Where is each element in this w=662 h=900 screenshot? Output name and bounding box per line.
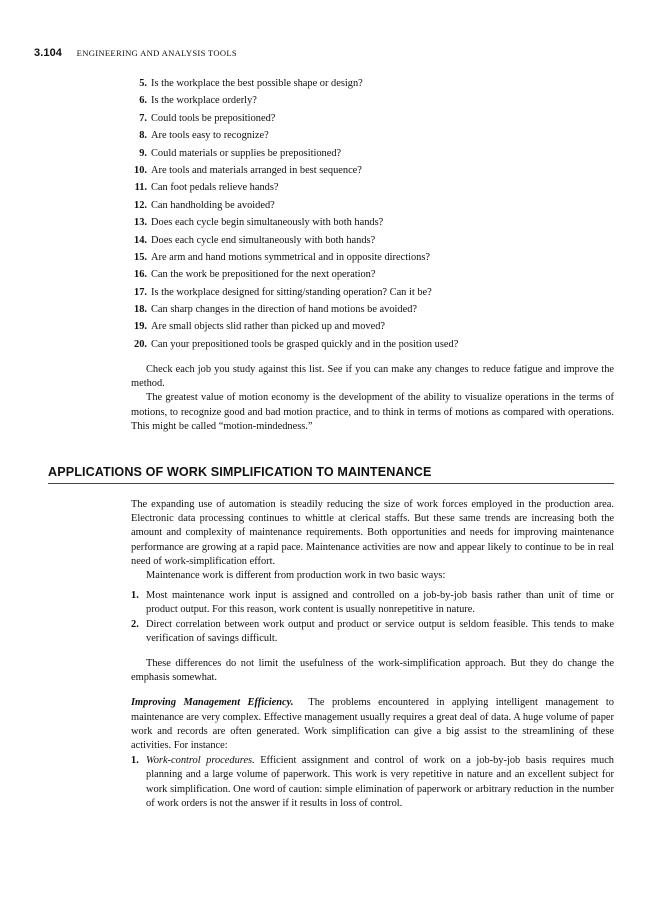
list-item (126, 251, 616, 268)
item-number: 17. (134, 286, 147, 298)
page-number: 3.104 (34, 47, 63, 59)
list-item (126, 338, 616, 355)
subheading: Improving Management Efficiency. (131, 697, 294, 709)
item-number: 15. (134, 251, 147, 263)
item-number: 13. (134, 217, 147, 229)
item-number: 10. (134, 164, 147, 176)
item-number: 1. (131, 590, 139, 602)
paragraph: The greatest value of motion economy is the development of the ability to visualize operations in the terms of motions, to recognize good and bad motion practice, and to think in terms of motions as compared with operations. This might be called “motion-mindedness.” (131, 392, 614, 432)
item-text: Are arm and hand motions symmetrical and in opposite directions? (151, 251, 431, 263)
list-item (131, 618, 614, 646)
list-item (126, 147, 616, 164)
list-item (131, 754, 614, 811)
item-number: 18. (134, 304, 147, 316)
item-text: Are small objects slid rather than picked up and moved? (151, 321, 386, 333)
item-number: 20. (134, 338, 147, 350)
section-body (131, 498, 614, 811)
list-item (126, 286, 616, 303)
item-text: Efficient assignment and control of work on a job-by-job basis requires much planning and a large volume of paperwork. This work is very repetitive in nature and an excellent subject for work simplification. One word of caution: simple elimination of paperwork or arbitrary reduction in the number of work orders is not the answer if it results in loss of control. (146, 755, 614, 809)
motion-checklist (126, 77, 616, 355)
item-number: 14. (134, 234, 147, 246)
item-text: Is the workplace orderly? (151, 95, 257, 107)
item-text: Could tools be prepositioned? (151, 112, 276, 124)
item-number: 9. (139, 147, 147, 159)
subhead-paragraph (131, 696, 614, 753)
item-text: Are tools easy to recognize? (151, 130, 269, 142)
paragraph: These differences do not limit the usefulness of the work-simplification approach. But they do change the emphasis somewhat. (131, 658, 614, 684)
list-item (126, 77, 616, 94)
paragraph: The expanding use of automation is steadily reducing the size of work forces employed in the production area. Electronic data processing continues to whittle at clerical staffs. But these same trends are increasing both the amount and complexity of maintenance requirements. Both opportunities and needs for improving maintenance performance are growing at a rapid pace. Maintenance activities are now and appear likely to continue to be in real need of work-simplification effort. (131, 499, 614, 567)
list-item (126, 234, 616, 251)
item-number: 2. (131, 618, 139, 630)
item-text: Does each cycle begin simultaneously with both hands? (151, 217, 384, 229)
item-text: Can handholding be avoided? (151, 199, 275, 211)
list-item (126, 164, 616, 181)
list-item (126, 268, 616, 285)
item-number: 12. (134, 199, 147, 211)
item-number: 5. (139, 78, 147, 89)
item-text: Is the workplace the best possible shape or design? (151, 78, 363, 89)
item-text: Can foot pedals relieve hands? (151, 182, 279, 194)
section-heading: APPLICATIONS OF WORK SIMPLIFICATION TO MAINTENANCE (48, 465, 614, 484)
list-item (126, 303, 616, 320)
item-number: 8. (139, 130, 147, 142)
item-text: Direct correlation between work output and product or service output is seldom feasible. This tends to make verification of savings difficult. (146, 618, 614, 644)
item-text: Can your prepositioned tools be grasped quickly and in the position used? (151, 338, 459, 350)
list-item (126, 320, 616, 337)
item-text: Are tools and materials arranged in best sequence? (151, 164, 362, 176)
list-item (126, 129, 616, 146)
list-item (126, 199, 616, 216)
list-item (126, 216, 616, 233)
running-title: ENGINEERING AND ANALYSIS TOOLS (76, 48, 238, 58)
item-number: 6. (139, 95, 147, 107)
item-number: 7. (139, 112, 147, 124)
list-item (126, 181, 616, 198)
list-item (131, 589, 614, 617)
item-number: 1. (131, 755, 139, 767)
paragraph: Maintenance work is different from production work in two basic ways: (146, 570, 446, 582)
item-text: Does each cycle end simultaneously with both hands? (151, 234, 376, 246)
instances-list (131, 754, 614, 811)
item-number: 11. (134, 182, 147, 194)
paragraph: Check each job you study against this list. See if you can make any changes to reduce fatigue and improve the method. (131, 364, 614, 390)
running-header (34, 46, 237, 61)
list-item (126, 94, 616, 111)
item-text: Is the workplace designed for sitting/standing operation? Can it be? (151, 286, 432, 298)
item-text: Can the work be prepositioned for the next operation? (151, 269, 376, 281)
subhead-text: The problems encountered in applying intelligent management to maintenance are very complex. Effective management usually requires a great deal of data. A huge volume of paper work and records are often generated. Work simplification can give a big assist to the streamlining of these activities. For instance: (131, 697, 614, 752)
item-number: 19. (134, 321, 147, 333)
item-text: Can sharp changes in the direction of hand motions be avoided? (151, 304, 418, 316)
item-label: Work-control procedures. (146, 755, 255, 767)
list-item (126, 112, 616, 129)
item-number: 16. (134, 269, 147, 281)
checklist-commentary (131, 363, 614, 434)
differences-list (131, 589, 614, 646)
item-text: Could materials or supplies be prepositioned? (151, 147, 342, 159)
item-text: Most maintenance work input is assigned and controlled on a job-by-job basis rather than unit of time or product output. For this reason, work content is usually nonrepetitive in nature. (146, 590, 614, 616)
